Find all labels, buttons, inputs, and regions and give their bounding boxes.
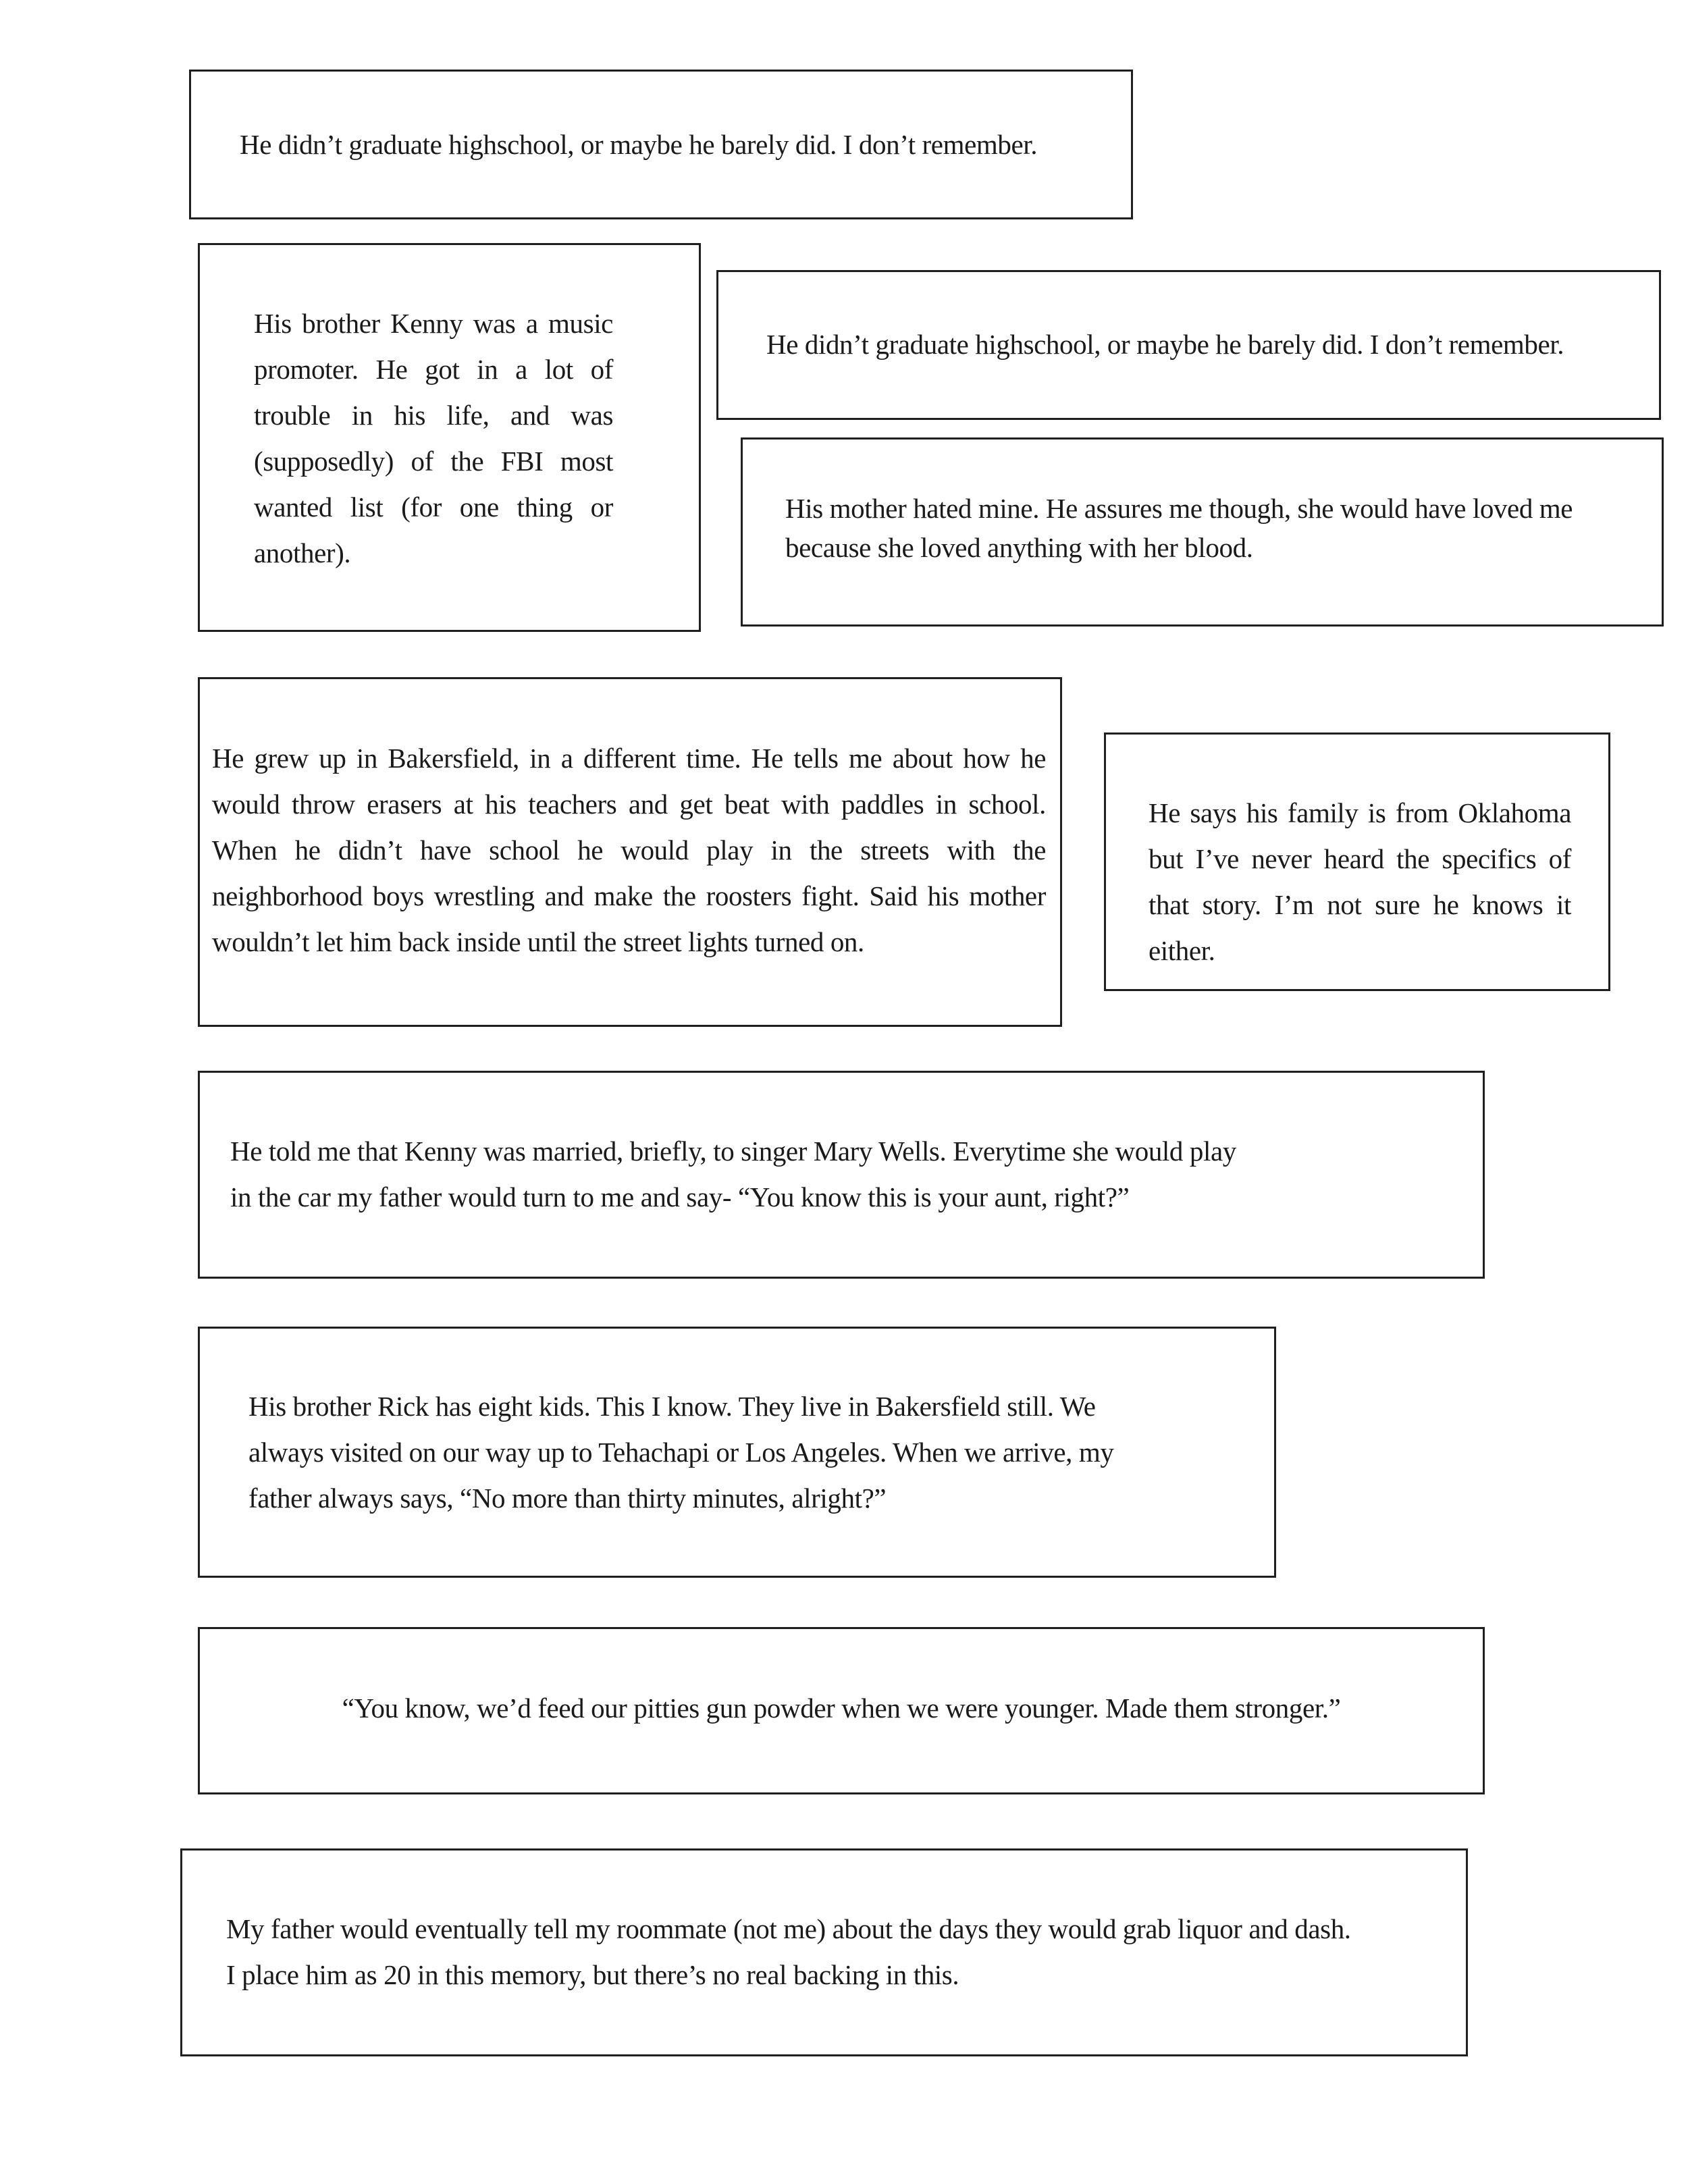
note-text-mother-hated: His mother hated mine. He assures me though, she would have loved me because she loved anything with her blood. [785,493,1573,563]
note-text-graduate-1: He didn’t graduate highschool, or maybe he barely did. I don’t remember. [240,129,1038,160]
note-text-rick-line-2: always visited on our way up to Tehachapi or Los Angeles. When we arrive, my [248,1437,1114,1468]
note-text-mary-wells-line-2: in the car my father would turn to me and say- “You know this is your aunt, right?” [230,1181,1130,1213]
note-text-mary-wells-line-1: He told me that Kenny was married, briefly, to singer Mary Wells. Everytime she would play [230,1136,1236,1167]
note-text-roommate-line-2: I place him as 20 in this memory, but there’s no real backing in this. [226,1959,959,1990]
note-text-graduate-2: He didn’t graduate highschool, or maybe he barely did. I don’t remember. [766,329,1564,360]
note-text-roommate-line-1: My father would eventually tell my roommate (not me) about the days they would grab liquor and dash. [226,1913,1351,1944]
note-text-pitties: “You know, we’d feed our pitties gun powder when we were younger. Made them stronger.” [342,1693,1341,1724]
note-text-bakersfield: He grew up in Bakersfield, in a different time. He tells me about how he would throw erasers at his teachers and get beat with paddles in school. When he didn’t have school he would play in the streets with the neighborhood boys wrestling and make the roosters fight. Said his mother wouldn’t let him back inside until the street lights turned on. [212,743,1046,957]
note-text-rick-line-1: His brother Rick has eight kids. This I know. They live in Bakersfield still. We [248,1391,1096,1422]
note-text-kenny-promoter: His brother Kenny was a music promoter. He got in a lot of trouble in his life, and was (supposedly) of the FBI most wanted list (for one thing or another). [254,308,613,568]
note-text-oklahoma: He says his family is from Oklahoma but I’ve never heard the specifics of that story. I’m not sure he knows it either. [1149,797,1571,966]
note-text-rick-line-3: father always says, “No more than thirty minutes, alright?” [248,1483,887,1514]
